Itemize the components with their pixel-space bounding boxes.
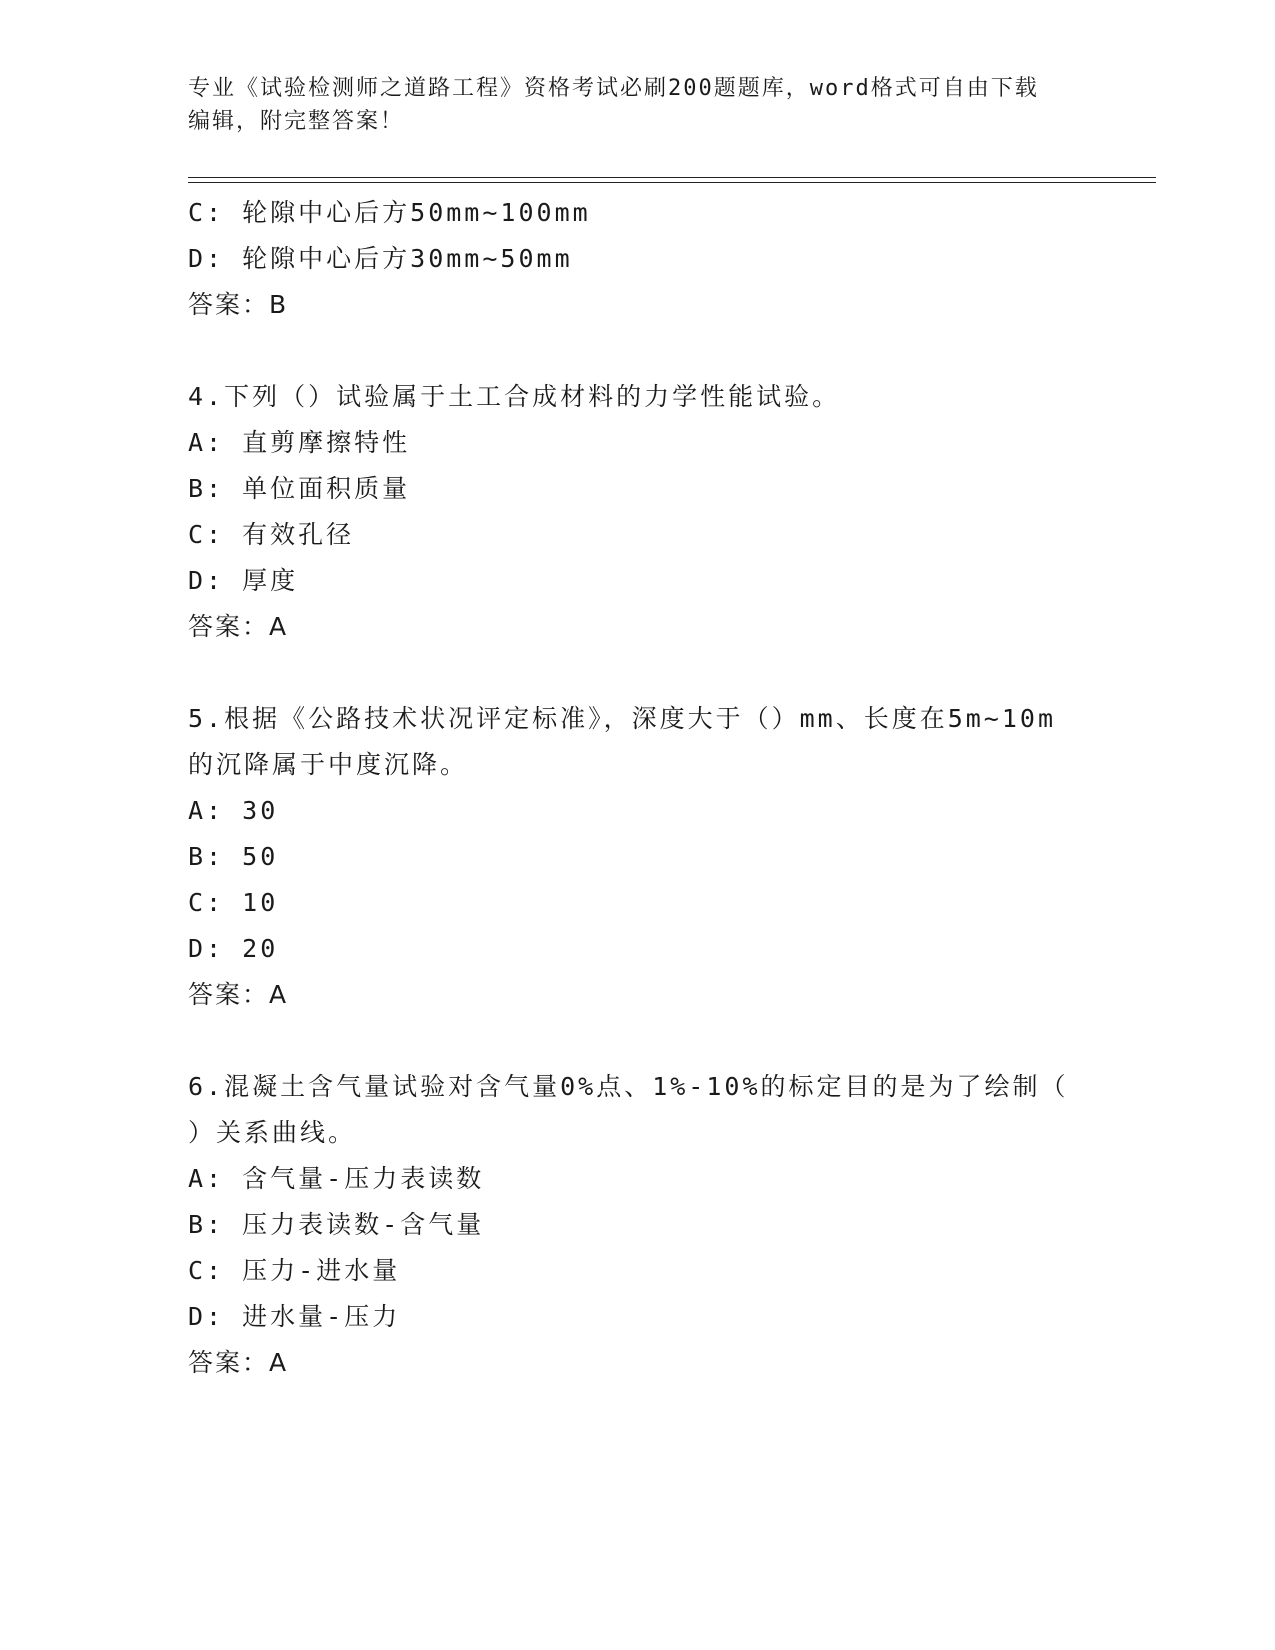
question-3-continued: [188, 190, 1088, 328]
question-5: [188, 696, 1088, 1018]
option-b: B: 单位面积质量: [188, 474, 411, 503]
option-c: C: 压力-进水量: [188, 1256, 401, 1285]
question-stem: 4.下列（）试验属于土工合成材料的力学性能试验。: [188, 382, 841, 411]
header-rule-top: [188, 177, 1156, 178]
option-b: B: 压力表读数-含气量: [188, 1210, 485, 1239]
option-b: B: 50: [188, 842, 279, 871]
option-a: A: 直剪摩擦特性: [188, 428, 411, 457]
question-stem-line-2: 的沉降属于中度沉降。: [188, 750, 469, 779]
header-line-2: 编辑，附完整答案！: [188, 109, 405, 134]
answer: 答案：A: [188, 1348, 289, 1377]
option-a: A: 含气量-压力表读数: [188, 1164, 485, 1193]
question-4: [188, 374, 1088, 650]
answer: 答案：A: [188, 612, 289, 641]
option-c: C: 10: [188, 888, 279, 917]
question-stem-line-1: 6.混凝土含气量试验对含气量0%点、1%-10%的标定目的是为了绘制（: [188, 1072, 1069, 1101]
question-stem-line-2: ）关系曲线。: [188, 1118, 357, 1147]
option-d: D: 轮隙中心后方30mm~50mm: [188, 244, 573, 273]
option-a: A: 30: [188, 796, 279, 825]
question-list: [188, 190, 1088, 1386]
option-d: D: 20: [188, 934, 279, 963]
option-d: D: 厚度: [188, 566, 299, 595]
document-header: [188, 72, 1068, 138]
option-c: C: 轮隙中心后方50mm~100mm: [188, 198, 591, 227]
option-c: C: 有效孔径: [188, 520, 355, 549]
option-d: D: 进水量-压力: [188, 1302, 401, 1331]
header-rule-bottom: [188, 182, 1156, 183]
answer: 答案：B: [188, 290, 289, 319]
question-stem-line-1: 5.根据《公路技术状况评定标准》，深度大于（）mm、长度在5m~10m: [188, 704, 1057, 733]
header-line-1: 专业《试验检测师之道路工程》资格考试必刷200题题库，word格式可自由下载: [188, 76, 1039, 101]
question-6: [188, 1064, 1088, 1386]
answer: 答案：A: [188, 980, 289, 1009]
